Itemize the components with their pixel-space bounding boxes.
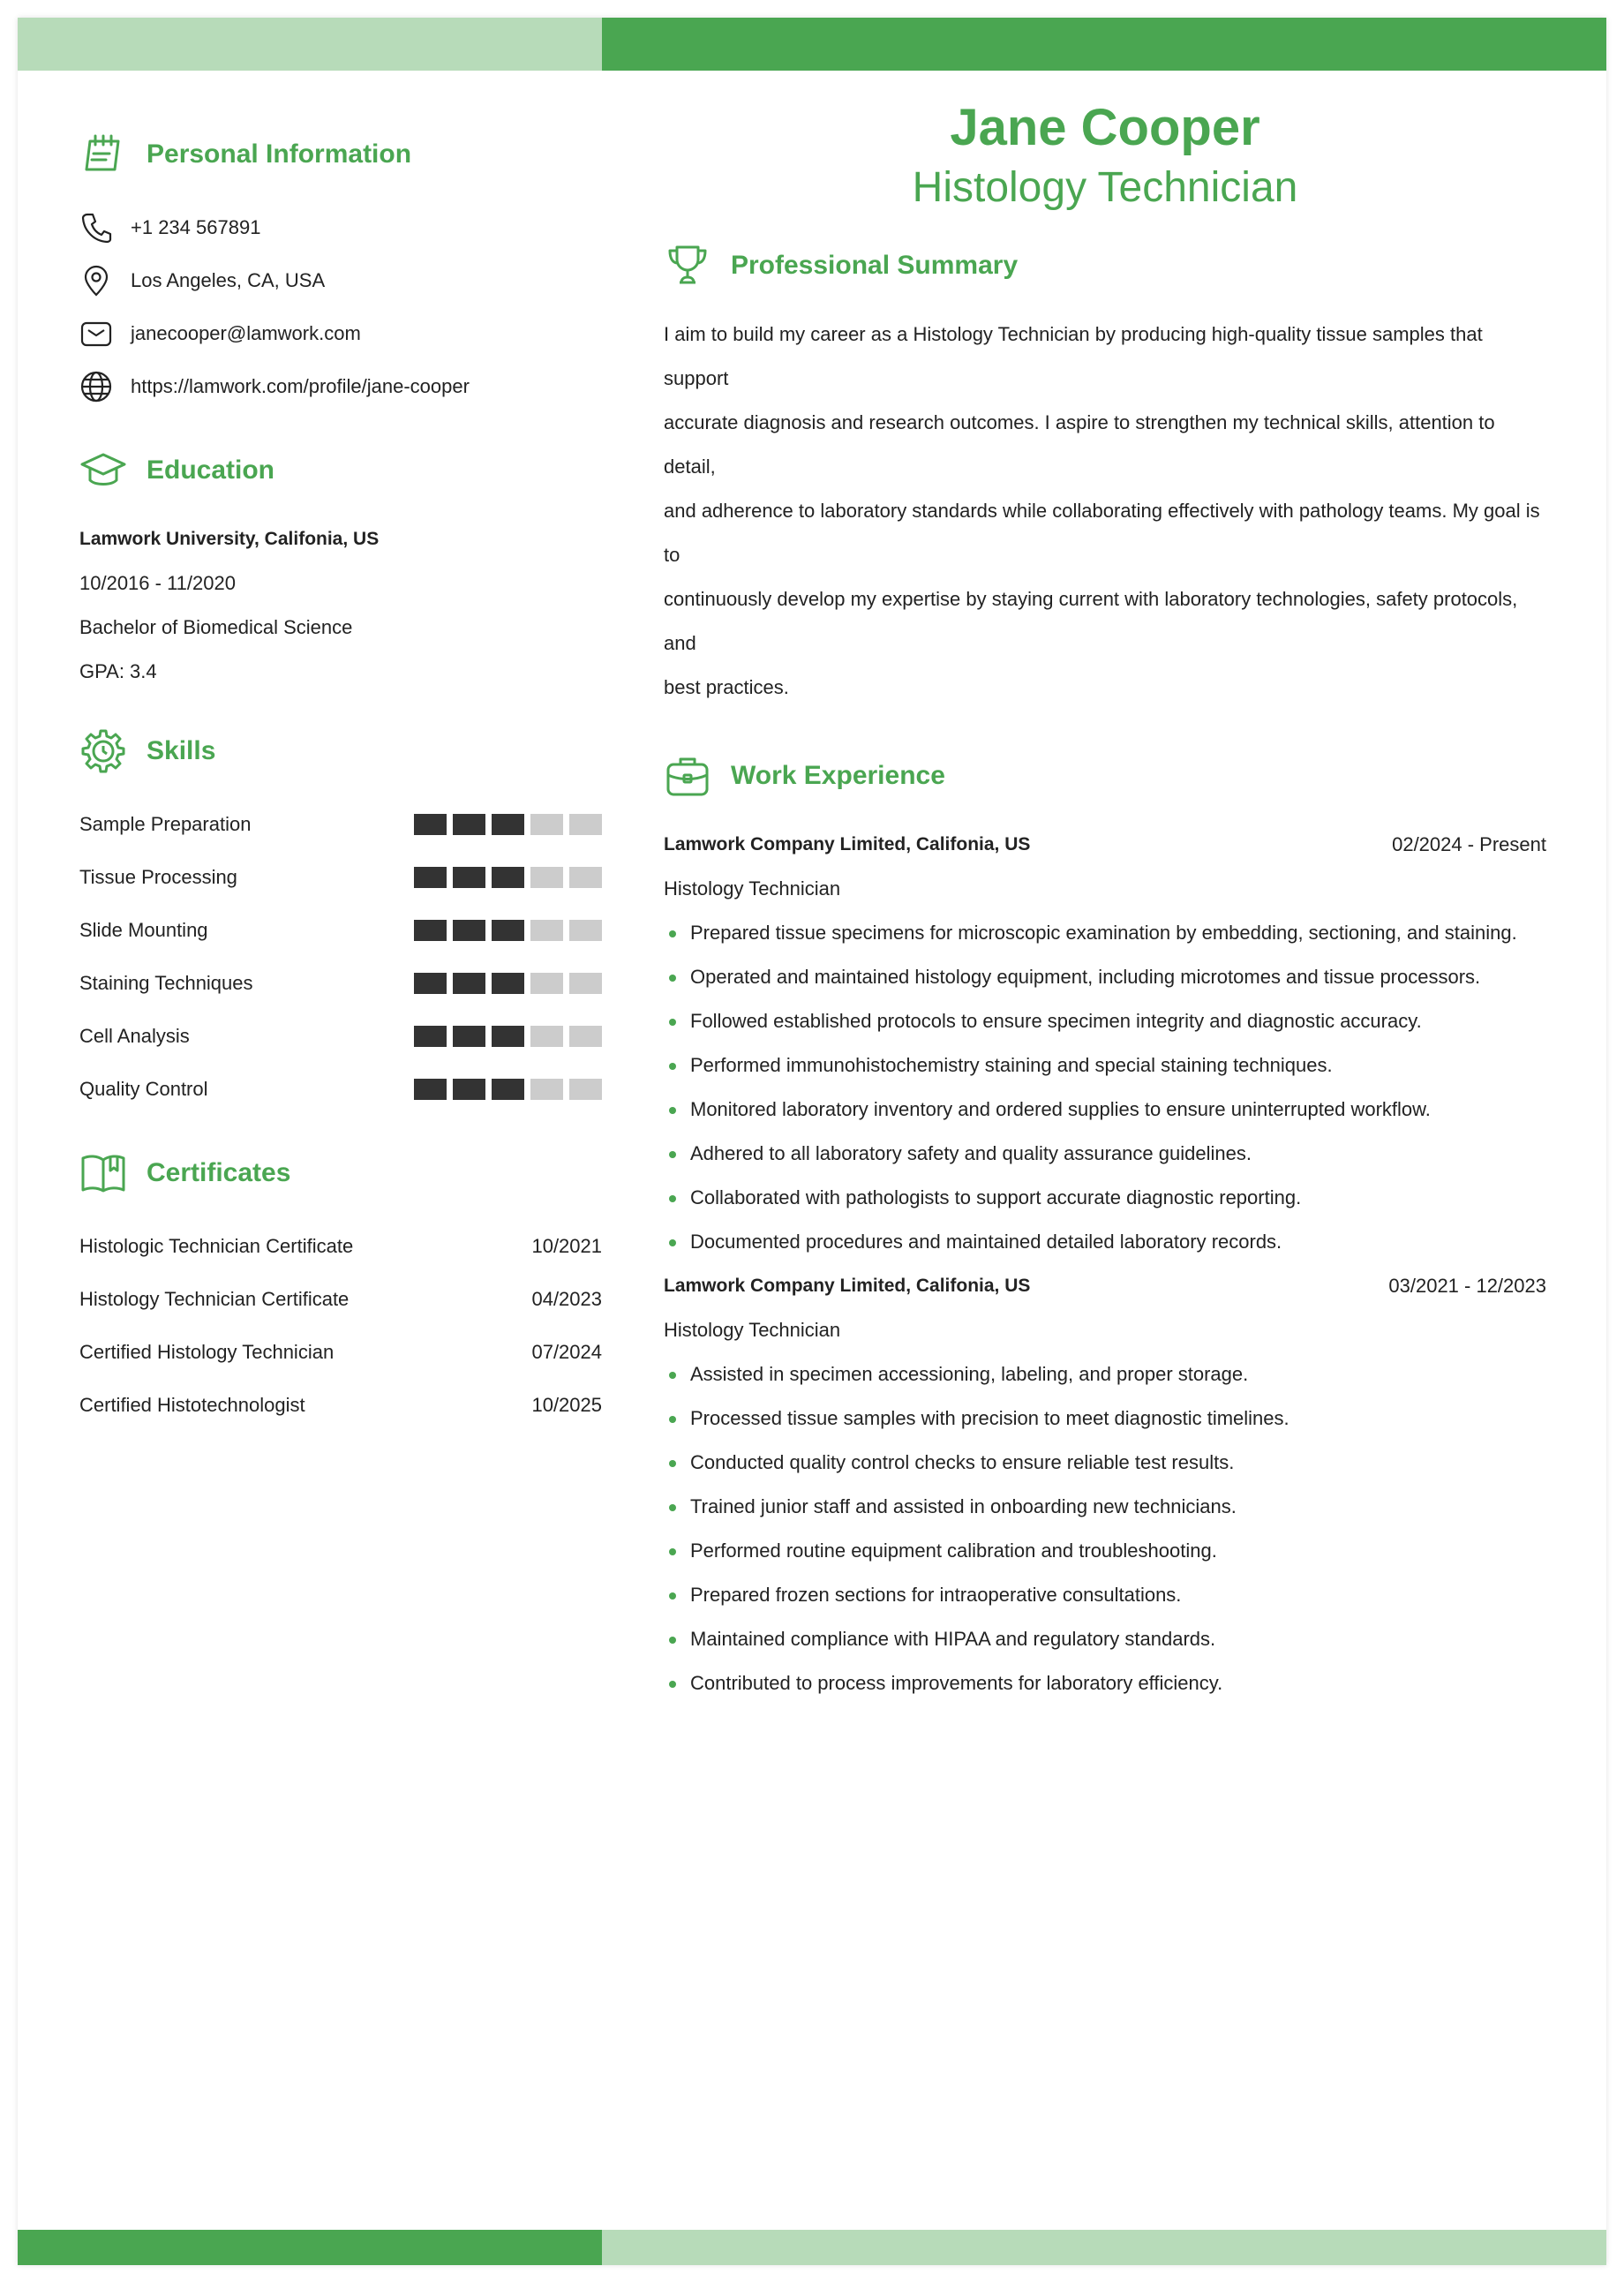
skill-level-block	[530, 867, 563, 888]
skill-level-block	[569, 814, 602, 835]
summary-line: I aim to build my career as a Histology Technician by producing high-quality tissue samples that support	[664, 323, 1483, 389]
education-degree: Bachelor of Biomedical Science	[79, 616, 353, 638]
website-link[interactable]: https://lamwork.com/profile/jane-cooper	[131, 375, 470, 397]
skill-level-block	[492, 973, 524, 994]
summary-heading	[664, 235, 1546, 297]
experience-heading	[664, 745, 1546, 807]
job-bullet: Processed tissue samples with precision to meet diagnostic timelines.	[664, 1396, 1546, 1441]
skill-level-block	[453, 920, 485, 941]
job-title: Histology Technician	[664, 1319, 841, 1341]
skill-level-block	[492, 1026, 524, 1047]
section-title: Work Experience	[731, 761, 945, 790]
phone-icon	[79, 211, 113, 245]
candidate-title: Histology Technician	[912, 164, 1298, 211]
skill-level-block	[453, 1079, 485, 1100]
summary-line: accurate diagnosis and research outcomes. I aspire to strengthen my technical skills, attention to detail,	[664, 411, 1495, 478]
job-bullet: Documented procedures and maintained detailed laboratory records.	[664, 1220, 1546, 1264]
skill-level-block	[569, 920, 602, 941]
certificate-name: Certified Histology Technician	[79, 1341, 335, 1363]
job-bullet: Assisted in specimen accessioning, labeling, and proper storage.	[664, 1352, 1546, 1396]
skill-name: Slide Mounting	[79, 919, 208, 941]
personal-info-heading	[79, 124, 602, 185]
section-title: Professional Summary	[731, 251, 1019, 280]
job-company: Lamwork Company Limited, Califonia, US	[664, 1276, 1031, 1296]
skill-level-block	[414, 973, 447, 994]
education-dates: 10/2016 - 11/2020	[79, 572, 236, 594]
job-bullets	[664, 1352, 1546, 1705]
skill-level-block	[530, 814, 563, 835]
job-bullet: Collaborated with pathologists to support accurate diagnostic reporting.	[664, 1176, 1546, 1220]
job-dates: 03/2021 - 12/2023	[1388, 1275, 1546, 1297]
job-bullet: Conducted quality control checks to ensure reliable test results.	[664, 1441, 1546, 1485]
skill-level-block	[530, 1026, 563, 1047]
job-bullets	[664, 911, 1546, 1264]
section-title: Skills	[147, 736, 216, 765]
section-title: Certificates	[147, 1158, 291, 1187]
skill-name: Tissue Processing	[79, 866, 237, 888]
left-column	[79, 124, 602, 1432]
job-bullet: Trained junior staff and assisted in onboarding new technicians.	[664, 1485, 1546, 1529]
email-row	[79, 307, 602, 360]
skill-level-block	[414, 1079, 447, 1100]
location-pin-icon	[79, 264, 113, 297]
skills-heading	[79, 720, 602, 782]
certificate-name: Histology Technician Certificate	[79, 1288, 350, 1310]
summary-text	[664, 312, 1546, 710]
globe-icon	[79, 370, 113, 403]
skill-row	[79, 798, 602, 851]
summary-line: continuously develop my expertise by staying current with laboratory technologies, safety protocols, and	[664, 588, 1518, 654]
top-accent-bar-light	[18, 18, 602, 71]
skill-row	[79, 904, 602, 957]
skill-level	[414, 973, 602, 994]
skill-level-block	[492, 814, 524, 835]
skill-row	[79, 851, 602, 904]
skill-level-block	[414, 1026, 447, 1047]
certificate-row	[79, 1220, 602, 1273]
skill-level	[414, 1026, 602, 1047]
skill-name: Sample Preparation	[79, 813, 252, 835]
briefcase-icon	[664, 752, 711, 800]
certificate-row	[79, 1379, 602, 1432]
skill-level-block	[414, 814, 447, 835]
skill-name: Cell Analysis	[79, 1025, 190, 1047]
job-bullet: Monitored laboratory inventory and ordered supplies to ensure uninterrupted workflow.	[664, 1088, 1546, 1132]
location-text: Los Angeles, CA, USA	[131, 269, 326, 291]
skill-row	[79, 1063, 602, 1116]
bottom-accent-bar-light	[602, 2230, 1606, 2265]
skill-level-block	[569, 1079, 602, 1100]
job-header	[664, 1264, 1546, 1308]
skill-level-block	[569, 867, 602, 888]
skills-list	[79, 798, 602, 1116]
education-gpa: GPA: 3.4	[79, 660, 157, 682]
job-bullet: Prepared frozen sections for intraoperative consultations.	[664, 1573, 1546, 1617]
skill-level-block	[530, 973, 563, 994]
skill-level-block	[492, 867, 524, 888]
skill-level-block	[453, 1026, 485, 1047]
notepad-icon	[79, 131, 127, 178]
certificate-date: 07/2024	[531, 1341, 602, 1363]
skill-level	[414, 920, 602, 941]
education-school: Lamwork University, Califonia, US	[79, 529, 380, 549]
job-bullet: Adhered to all laboratory safety and quality assurance guidelines.	[664, 1132, 1546, 1176]
skill-level	[414, 867, 602, 888]
skill-level-block	[453, 814, 485, 835]
certificates-heading	[79, 1142, 602, 1204]
phone-text: +1 234 567891	[131, 216, 261, 238]
certificate-row	[79, 1273, 602, 1326]
skill-row	[79, 957, 602, 1010]
skill-level-block	[492, 920, 524, 941]
job-entry	[664, 1264, 1546, 1705]
skill-level-block	[530, 920, 563, 941]
top-accent-bar-dark	[602, 18, 1606, 71]
certificate-name: Certified Histotechnologist	[79, 1394, 305, 1416]
certificate-date: 04/2023	[531, 1288, 602, 1310]
skill-name: Quality Control	[79, 1078, 208, 1100]
email-text[interactable]: janecooper@lamwork.com	[131, 322, 361, 344]
open-book-icon	[79, 1149, 127, 1197]
job-header	[664, 823, 1546, 867]
education-heading	[79, 440, 602, 501]
skill-row	[79, 1010, 602, 1063]
certificate-date: 10/2021	[531, 1235, 602, 1257]
right-column	[664, 97, 1546, 1705]
job-bullet: Operated and maintained histology equipment, including microtomes and tissue processors.	[664, 955, 1546, 999]
candidate-name: Jane Cooper	[950, 99, 1260, 156]
skill-level-block	[453, 867, 485, 888]
job-company: Lamwork Company Limited, Califonia, US	[664, 834, 1031, 854]
job-dates: 02/2024 - Present	[1392, 833, 1546, 855]
bottom-accent-bar-dark	[18, 2230, 602, 2265]
job-bullet: Prepared tissue specimens for microscopic examination by embedding, sectioning, and staining.	[664, 911, 1546, 955]
skill-level	[414, 1079, 602, 1100]
job-bullet: Performed immunohistochemistry staining and special staining techniques.	[664, 1043, 1546, 1088]
job-title: Histology Technician	[664, 877, 841, 900]
job-bullet: Contributed to process improvements for laboratory efficiency.	[664, 1661, 1546, 1705]
trophy-icon	[664, 242, 711, 290]
job-entry	[664, 823, 1546, 1264]
mail-icon	[79, 317, 113, 350]
job-bullet: Followed established protocols to ensure specimen integrity and diagnostic accuracy.	[664, 999, 1546, 1043]
job-bullet: Maintained compliance with HIPAA and regulatory standards.	[664, 1617, 1546, 1661]
certificate-date: 10/2025	[531, 1394, 602, 1416]
summary-line: and adherence to laboratory standards while collaborating effectively with pathology teams. My goal is to	[664, 500, 1540, 566]
skill-level-block	[569, 1026, 602, 1047]
skill-level-block	[414, 867, 447, 888]
website-row	[79, 360, 602, 413]
skill-name: Staining Techniques	[79, 972, 253, 994]
graduation-cap-icon	[79, 447, 127, 494]
phone-row	[79, 201, 602, 254]
skill-level-block	[530, 1079, 563, 1100]
job-bullet: Performed routine equipment calibration and troubleshooting.	[664, 1529, 1546, 1573]
summary-line: best practices.	[664, 676, 789, 698]
skill-level-block	[453, 973, 485, 994]
certificate-name: Histologic Technician Certificate	[79, 1235, 354, 1257]
skill-level-block	[492, 1079, 524, 1100]
skill-level-block	[414, 920, 447, 941]
section-title: Education	[147, 455, 275, 485]
section-title: Personal Information	[147, 139, 412, 169]
gear-clock-icon	[79, 727, 127, 775]
certificate-row	[79, 1326, 602, 1379]
skill-level-block	[569, 973, 602, 994]
skill-level	[414, 814, 602, 835]
location-row	[79, 254, 602, 307]
